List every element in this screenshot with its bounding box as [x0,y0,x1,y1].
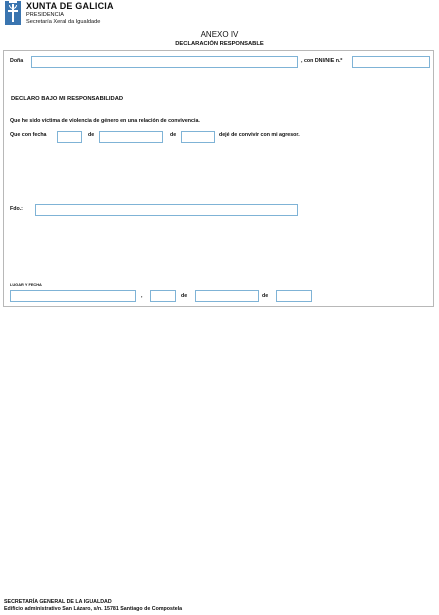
sign-year-field[interactable] [276,290,312,302]
form-box [3,50,434,307]
subdepartment: Secretaría Xeral da Igualdade [26,18,101,25]
xunta-logo-icon [5,1,21,25]
fdo-label: Fdo.: [10,206,23,212]
department: PRESIDENCIA [26,12,64,18]
de-label-2: de [170,132,177,138]
footer-line-2: Edificio administrativo San Lázaro, s/n. 15781 Santiago de Compostela [4,606,183,612]
date-suffix: dejé de convivir con mi agresor. [219,132,300,138]
annex-title: ANEXO IV [200,30,239,39]
month-field[interactable] [99,131,163,143]
statement-text: Que he sido víctima de violencia de género en una relación de convivencia. [10,118,200,124]
sign-month-field[interactable] [195,290,259,302]
dni-label: , con DNI/NIE n.º [301,58,343,64]
de-label-4: de [262,293,269,299]
date-prefix: Que con fecha [10,132,47,138]
de-label-1: de [88,132,95,138]
form-title: DECLARACIÓN RESPONSABLE [175,41,264,47]
place-field[interactable] [10,290,136,302]
day-field[interactable] [57,131,82,143]
de-label-3: de [181,293,188,299]
name-field[interactable] [31,56,298,68]
comma-label: , [141,293,143,299]
signature-field[interactable] [35,204,298,216]
year-field[interactable] [181,131,215,143]
footer-line-1: SECRETARÍA GENERAL DE LA IGUALDAD [4,599,112,605]
declare-heading: DECLARO BAJO MI RESPONSABILIDAD [11,96,124,102]
sign-day-field[interactable] [150,290,176,302]
org-name: XUNTA DE GALICIA [26,1,114,11]
dni-field[interactable] [352,56,430,68]
dona-label: Doña [10,58,24,64]
place-date-label: LUGAR Y FECHA [10,282,42,287]
